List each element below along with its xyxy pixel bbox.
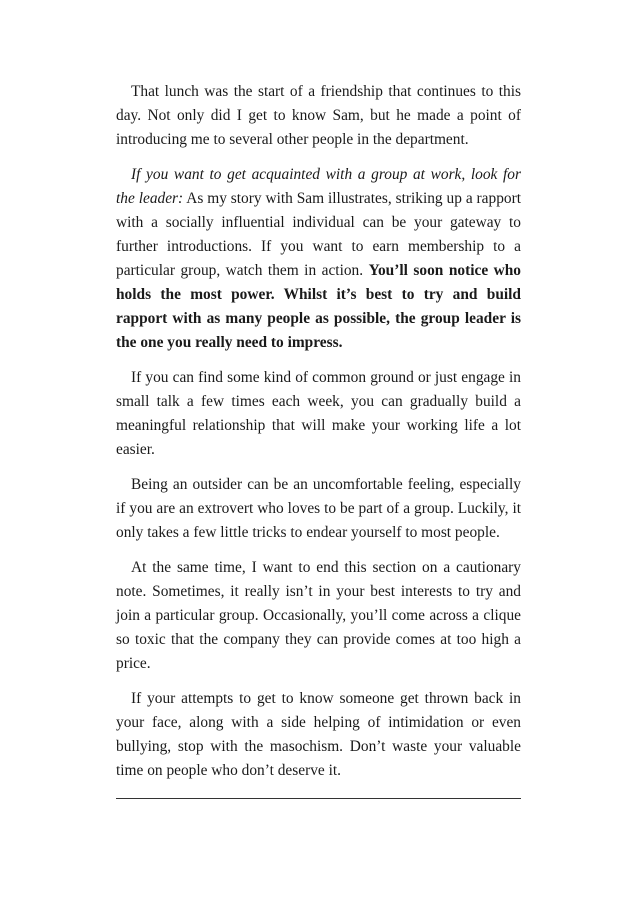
footer-divider — [116, 798, 521, 799]
paragraph-2-italic-lead: If you want to get acquainted with a group at work, look for the leader: — [116, 166, 521, 207]
paragraph-3-text: If you can find some kind of common ground or just engage in small talk a few times each week, you can gradually build a meaningful relationship that will make your working life a lot easier. — [116, 369, 521, 458]
paragraph-1 — [116, 80, 521, 152]
paragraph-5-text: At the same time, I want to end this section on a cautionary note. Sometimes, it really isn’t in your best interests to try and join a particular group. Occasionally, you’ll come across a clique so toxic that the company they can provide comes at too high a price. — [116, 559, 521, 672]
paragraph-2-text: As my story with Sam illustrates, striking up a rapport with a socially influential individual can be your gateway to further introductions. If you want to earn membership to a particular group, watch them in action. — [116, 190, 521, 279]
paragraph-6-text: If your attempts to get to know someone get thrown back in your face, along with a side helping of intimidation or even bullying, stop with the masochism. Don’t waste your valuable time on people who don’t deserve it. — [116, 690, 521, 779]
page-body — [116, 80, 521, 794]
paragraph-2-bold: You’ll soon notice who holds the most power. Whilst it’s best to try and build rapport with as many people as possible, the group leader is the one you really need to impress. — [116, 262, 521, 351]
paragraph-6 — [116, 687, 521, 783]
paragraph-4-text: Being an outsider can be an uncomfortable feeling, especially if you are an extrovert who loves to be part of a group. Luckily, it only takes a few little tricks to endear yourself to most people. — [116, 476, 521, 541]
paragraph-3 — [116, 366, 521, 462]
paragraph-1-text: That lunch was the start of a friendship that continues to this day. Not only did I get to know Sam, but he made a point of introducing me to several other people in the department. — [116, 83, 521, 148]
paragraph-2 — [116, 163, 521, 355]
paragraph-5 — [116, 556, 521, 676]
paragraph-4 — [116, 473, 521, 545]
